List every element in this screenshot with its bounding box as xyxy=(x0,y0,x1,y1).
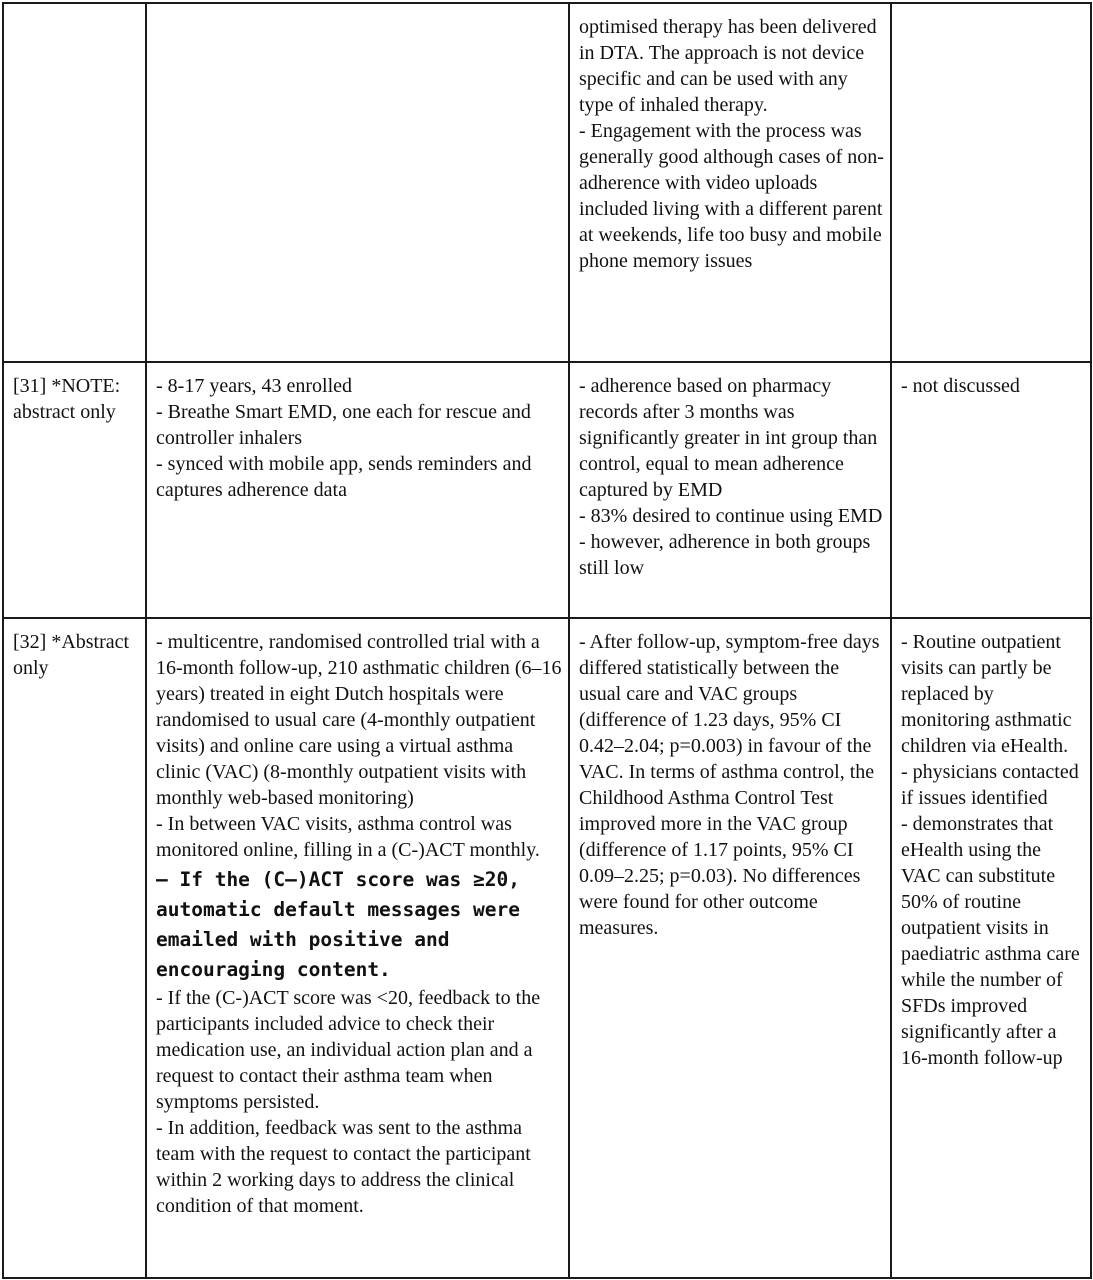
results-text: - 83% desired to continue using EMD xyxy=(579,505,883,527)
reference-label: [31] *NOTE: abstract only xyxy=(13,375,121,423)
evidence-table xyxy=(2,2,1092,1279)
conclusion-cell xyxy=(891,618,1091,1278)
intervention-text: - In addition, feedback was sent to the asthma team with the request to contact the participant within 2 working days to address the clinical condition of that moment. xyxy=(156,1117,531,1217)
conclusion-text: - Routine outpatient visits can partly be replaced by monitoring asthmatic children via eHealth. xyxy=(901,631,1072,757)
intervention-cell xyxy=(146,618,569,1278)
ref-cell xyxy=(3,362,146,618)
intervention-text: - If the (C-)ACT score was <20, feedback to the participants included advice to check their medication use, an individual action plan and a request to contact their asthma team when symptoms persisted. xyxy=(156,987,541,1113)
ref-cell xyxy=(3,618,146,1278)
table-row xyxy=(3,618,1091,1278)
conclusion-cell xyxy=(891,362,1091,618)
intervention-text: - In between VAC visits, asthma control was monitored online, filling in a (C-)ACT monthly. xyxy=(156,813,540,861)
conclusion-text: - not discussed xyxy=(901,375,1020,397)
conclusion-text: - demonstrates that eHealth using the VAC can substitute 50% of routine outpatient visits in paediatric asthma care while the number of SFDs improved significantly after a 16-month follow-up xyxy=(901,813,1080,1069)
intervention-text: - multicentre, randomised controlled trial with a 16-month follow-up, 210 asthmatic children (6–16 years) treated in eight Dutch hospitals were randomised to usual care (4-monthly outpatient visits) and online care using a virtual asthma clinic (VAC) (8-monthly outpatient visits with monthly web-based monitoring) xyxy=(156,631,562,809)
reference-label: [32] *Abstract only xyxy=(13,631,130,679)
results-text: - After follow-up, symptom-free days differed statistically between the usual care and VAC groups (difference of 1.23 days, 95% CI 0.42–2.04; p=0.003) in favour of the VAC. In terms of asthma control, the Childhood Asthma Control Test improved more in the VAC group (difference of 1.17 points, 95% CI 0.09–2.25; p=0.03). No differences were found for other outcome measures. xyxy=(579,631,880,939)
intervention-cell xyxy=(146,362,569,618)
table-row xyxy=(3,362,1091,618)
ref-cell xyxy=(3,3,146,362)
intervention-text: - 8-17 years, 43 enrolled xyxy=(156,375,353,397)
conclusion-text: - physicians contacted if issues identified xyxy=(901,761,1079,809)
results-text: - Engagement with the process was generally good although cases of non-adherence with video uploads included living with a different parent at weekends, life too busy and mobile phone memory issues xyxy=(579,120,884,272)
results-cell xyxy=(569,362,891,618)
table-row xyxy=(3,3,1091,362)
intervention-emphasis-text: – If the (C–)ACT score was ≥20, automatic default messages were emailed with positive and encouraging content. xyxy=(156,868,520,981)
results-text: - however, adherence in both groups still low xyxy=(579,531,871,579)
conclusion-cell xyxy=(891,3,1091,362)
intervention-text: - Breathe Smart EMD, one each for rescue and controller inhalers xyxy=(156,401,531,449)
results-text: - adherence based on pharmacy records after 3 months was significantly greater in int group than control, equal to mean adherence captured by EMD xyxy=(579,375,878,501)
results-cell xyxy=(569,618,891,1278)
intervention-cell xyxy=(146,3,569,362)
results-text: optimised therapy has been delivered in DTA. The approach is not device specific and can be used with any type of inhaled therapy. xyxy=(579,16,877,116)
results-cell xyxy=(569,3,891,362)
intervention-text: - synced with mobile app, sends reminders and captures adherence data xyxy=(156,453,532,501)
